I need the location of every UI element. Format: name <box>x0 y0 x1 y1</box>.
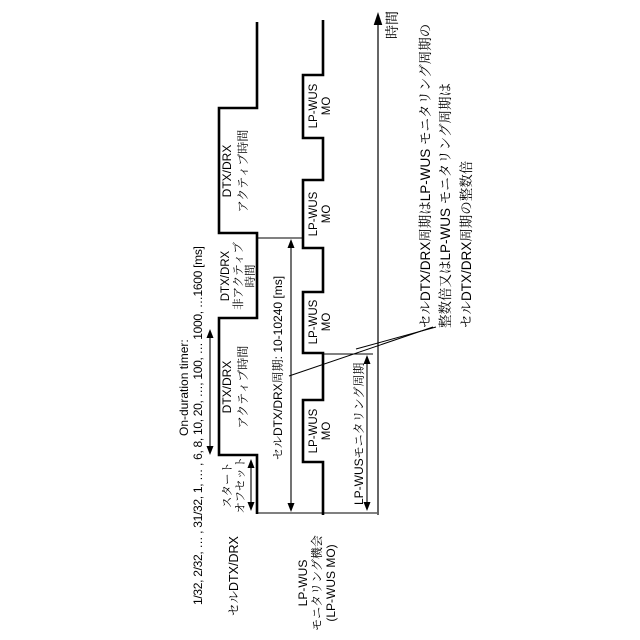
cell-period-left-arrowhead-icon <box>288 503 295 512</box>
mo-line2: MO <box>321 96 334 116</box>
mo-line1: LP-WUS <box>308 408 320 454</box>
lp-wus-mo-pulse-label-4 <box>308 66 334 146</box>
lp-wus-mo-pulse-label-1 <box>308 391 334 471</box>
lp-wus-row-label-line1: LP-WUS <box>296 559 310 607</box>
start-offset-left-arrowhead-icon <box>248 502 255 511</box>
mo-line1: LP-WUS <box>308 191 320 237</box>
mo-line1: LP-WUS <box>308 83 320 129</box>
dtx-drx-inactive-time-label <box>220 224 258 328</box>
lp-wus-row-label <box>297 526 338 640</box>
inactive-line1: DTX/DRX <box>220 250 232 302</box>
on-duration-timer-values: 1/32, 2/32, … , 31/32, 1, … , 6, 8, 10, 20, …, 100, … 1000, …1600 [ms] <box>191 246 205 605</box>
cell-dtx-drx-row-label: セルDTX/DRX <box>227 536 241 616</box>
lp-wus-row-label-line2: モニタリング機会 <box>309 535 324 631</box>
cell-period-right-arrowhead-icon <box>288 239 295 248</box>
dtx-drx-active-time-label-2 <box>220 119 251 223</box>
start-offset-line2: オフセット <box>235 456 247 514</box>
lp-wus-monitoring-period-label: LP-WUSモニタリング周期 <box>352 362 366 505</box>
mo-line2: MO <box>321 312 334 332</box>
mo-line2: MO <box>321 421 334 441</box>
cell-dtx-drx-period-label: セルDTX/DRX周期: 10-10240 [ms] <box>271 275 285 460</box>
active2-line2: アクティブ時間 <box>235 129 250 213</box>
active2-line1: DTX/DRX <box>220 144 234 198</box>
on-duration-timer-title: On-duration timer: <box>177 339 191 436</box>
note-pointer-to-lp-wus-period <box>356 327 436 349</box>
lp-wus-row-label-line3: (LP-WUS MO) <box>323 544 338 622</box>
lp-wus-mo-pulse-label-3 <box>308 174 334 254</box>
time-axis-label: 時間 <box>384 11 400 39</box>
dtx-drx-active-time-label-1 <box>220 335 251 439</box>
note-line1: セルDTX/DRX周期はLP-WUS モニタリング周期の <box>418 23 433 328</box>
start-offset-right-arrowhead-icon <box>248 459 255 468</box>
start-offset-line1: スタート <box>222 462 234 508</box>
note-line3: セルDTX/DRX周期の整数倍 <box>458 160 474 328</box>
inactive-line3: 時間 <box>245 264 258 288</box>
inactive-line2: 非アクティブ <box>232 242 245 310</box>
note-line2: 整数倍又はLP-WUS モニタリング周期は <box>438 83 454 328</box>
active1-line2: アクティブ時間 <box>235 345 250 429</box>
time-axis-arrowhead-icon <box>374 12 383 25</box>
active1-line1: DTX/DRX <box>220 360 234 414</box>
lp-wus-mo-pulse-label-2 <box>308 282 334 362</box>
start-offset-label <box>222 438 248 532</box>
mo-line2: MO <box>321 204 334 224</box>
mo-line1: LP-WUS <box>308 299 320 345</box>
on-duration-right-arrowhead-icon <box>207 329 214 338</box>
on-duration-left-arrowhead-icon <box>207 446 214 455</box>
integer-multiple-note <box>416 24 477 328</box>
